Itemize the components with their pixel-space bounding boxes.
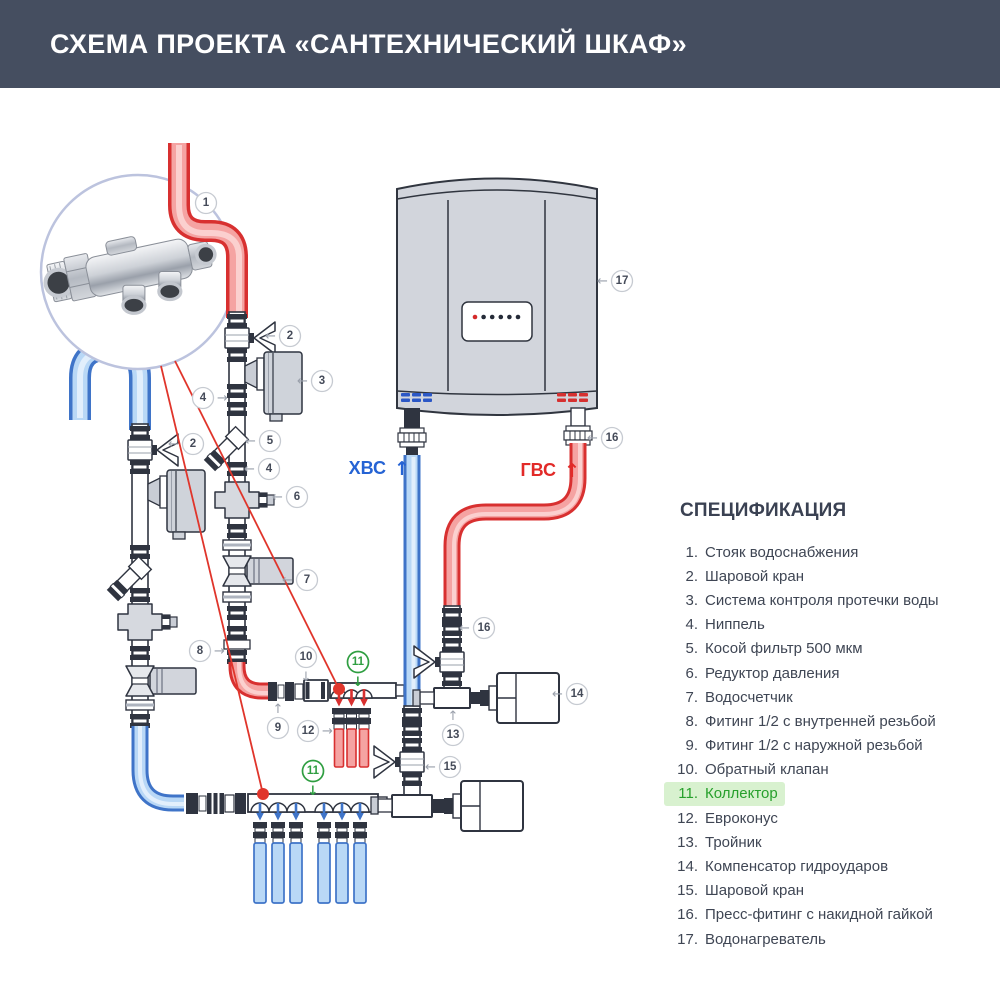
spec-item: 10. Обратный клапан bbox=[677, 761, 829, 779]
svg-text:10: 10 bbox=[299, 651, 313, 663]
svg-text:11: 11 bbox=[306, 765, 320, 777]
svg-text:4: 4 bbox=[265, 463, 273, 475]
collector-marker-dot bbox=[257, 788, 269, 800]
spec-item: 13. Тройник bbox=[677, 833, 762, 851]
collector-marker-dot bbox=[333, 683, 345, 695]
callout-8 bbox=[190, 641, 226, 662]
svg-text:→: → bbox=[322, 724, 333, 739]
callout-2 bbox=[168, 434, 203, 455]
svg-text:↓: ↓ bbox=[352, 675, 364, 690]
svg-text:12: 12 bbox=[301, 725, 315, 737]
svg-text:5: 5 bbox=[266, 435, 274, 447]
spec-item: 14. Компенсатор гидроударов bbox=[677, 858, 889, 876]
callout-6 bbox=[272, 487, 307, 508]
hot-supply-line bbox=[413, 443, 580, 723]
svg-text:7: 7 bbox=[303, 574, 311, 586]
callout-15 bbox=[425, 757, 460, 778]
svg-text:↓: ↓ bbox=[307, 784, 319, 799]
water-heater bbox=[397, 179, 597, 457]
hot-service-column bbox=[203, 312, 302, 693]
spec-title: СПЕЦИФИКАЦИЯ bbox=[680, 500, 847, 521]
spec-item: 16. Пресс-фитинг с накидной гайкой bbox=[677, 906, 933, 924]
svg-text:←: ← bbox=[597, 274, 608, 289]
svg-text:4: 4 bbox=[199, 392, 207, 404]
hot-arrow-icon: ↑ bbox=[564, 460, 580, 482]
cold-service-column bbox=[106, 424, 205, 804]
svg-text:←: ← bbox=[297, 374, 308, 389]
svg-text:↑: ↑ bbox=[447, 709, 459, 724]
callout-13 bbox=[443, 709, 464, 746]
svg-text:←: ← bbox=[552, 687, 563, 702]
svg-text:→: → bbox=[214, 644, 225, 659]
svg-text:←: ← bbox=[245, 434, 256, 449]
spec-item: 8. Фитинг 1/2 с внутренней резьбой bbox=[685, 712, 936, 730]
svg-text:1: 1 bbox=[202, 197, 210, 209]
callout-7 bbox=[282, 570, 317, 591]
callout-16 bbox=[587, 428, 622, 449]
callout-17 bbox=[597, 271, 632, 292]
svg-text:3: 3 bbox=[318, 375, 326, 387]
callout-2 bbox=[265, 326, 300, 347]
svg-text:6: 6 bbox=[293, 491, 301, 503]
callout-14 bbox=[552, 684, 587, 705]
svg-text:9: 9 bbox=[274, 722, 282, 734]
svg-text:→: → bbox=[217, 391, 228, 406]
page-title: СХЕМА ПРОЕКТА «САНТЕХНИЧЕСКИЙ ШКАФ» bbox=[50, 28, 688, 59]
svg-text:14: 14 bbox=[570, 688, 584, 700]
svg-text:←: ← bbox=[168, 437, 179, 452]
svg-text:↑: ↑ bbox=[272, 702, 284, 717]
svg-text:15: 15 bbox=[443, 761, 457, 773]
svg-text:←: ← bbox=[265, 329, 276, 344]
cold-collector bbox=[186, 793, 387, 903]
svg-text:11: 11 bbox=[351, 656, 365, 668]
svg-text:←: ← bbox=[272, 490, 283, 505]
svg-text:2: 2 bbox=[189, 438, 197, 450]
hot-label: ГВС bbox=[520, 460, 556, 480]
svg-text:8: 8 bbox=[196, 645, 204, 657]
svg-text:←: ← bbox=[459, 621, 470, 636]
cold-label: ХВС bbox=[348, 458, 386, 478]
spec-item: 4. Ниппель bbox=[685, 616, 765, 634]
svg-text:←: ← bbox=[425, 760, 436, 775]
callout-1 bbox=[196, 193, 217, 214]
svg-text:16: 16 bbox=[477, 622, 491, 634]
spec-item: 9. Фитинг 1/2 с наружной резьбой bbox=[685, 737, 923, 755]
cold-arrow-icon: ↑ bbox=[394, 458, 410, 480]
spec-item: 17. Водонагреватель bbox=[677, 930, 826, 948]
svg-text:←: ← bbox=[244, 462, 255, 477]
callout-16 bbox=[459, 618, 494, 639]
callout-4 bbox=[193, 388, 229, 409]
spec-item: 5. Косой фильтр 500 мкм bbox=[685, 640, 863, 658]
spec-panel bbox=[664, 500, 1000, 948]
spec-item: 3. Система контроля протечки воды bbox=[685, 591, 939, 609]
callout-3 bbox=[297, 371, 332, 392]
spec-item: 15. Шаровой кран bbox=[677, 882, 804, 900]
callout-5 bbox=[245, 431, 280, 452]
svg-text:←: ← bbox=[282, 573, 293, 588]
callout-4 bbox=[244, 459, 279, 480]
flow-labels bbox=[349, 458, 580, 482]
svg-text:17: 17 bbox=[615, 275, 629, 287]
svg-text:←: ← bbox=[587, 431, 598, 446]
spec-list bbox=[664, 540, 1000, 951]
callout-12 bbox=[298, 721, 334, 742]
spec-item: 2. Шаровой кран bbox=[685, 567, 804, 585]
svg-text:16: 16 bbox=[605, 432, 619, 444]
spec-item: 7. Водосчетчик bbox=[685, 688, 793, 706]
spec-item: 11. Коллектор bbox=[664, 782, 785, 806]
spec-item: 12. Евроконус bbox=[677, 809, 778, 827]
spec-item: 1. Стояк водоснабжения bbox=[685, 543, 859, 561]
svg-text:2: 2 bbox=[286, 330, 294, 342]
spec-item: 6. Редуктор давления bbox=[685, 664, 840, 682]
svg-text:13: 13 bbox=[446, 729, 460, 741]
callout-9 bbox=[268, 702, 289, 739]
svg-text:↓: ↓ bbox=[300, 670, 312, 685]
